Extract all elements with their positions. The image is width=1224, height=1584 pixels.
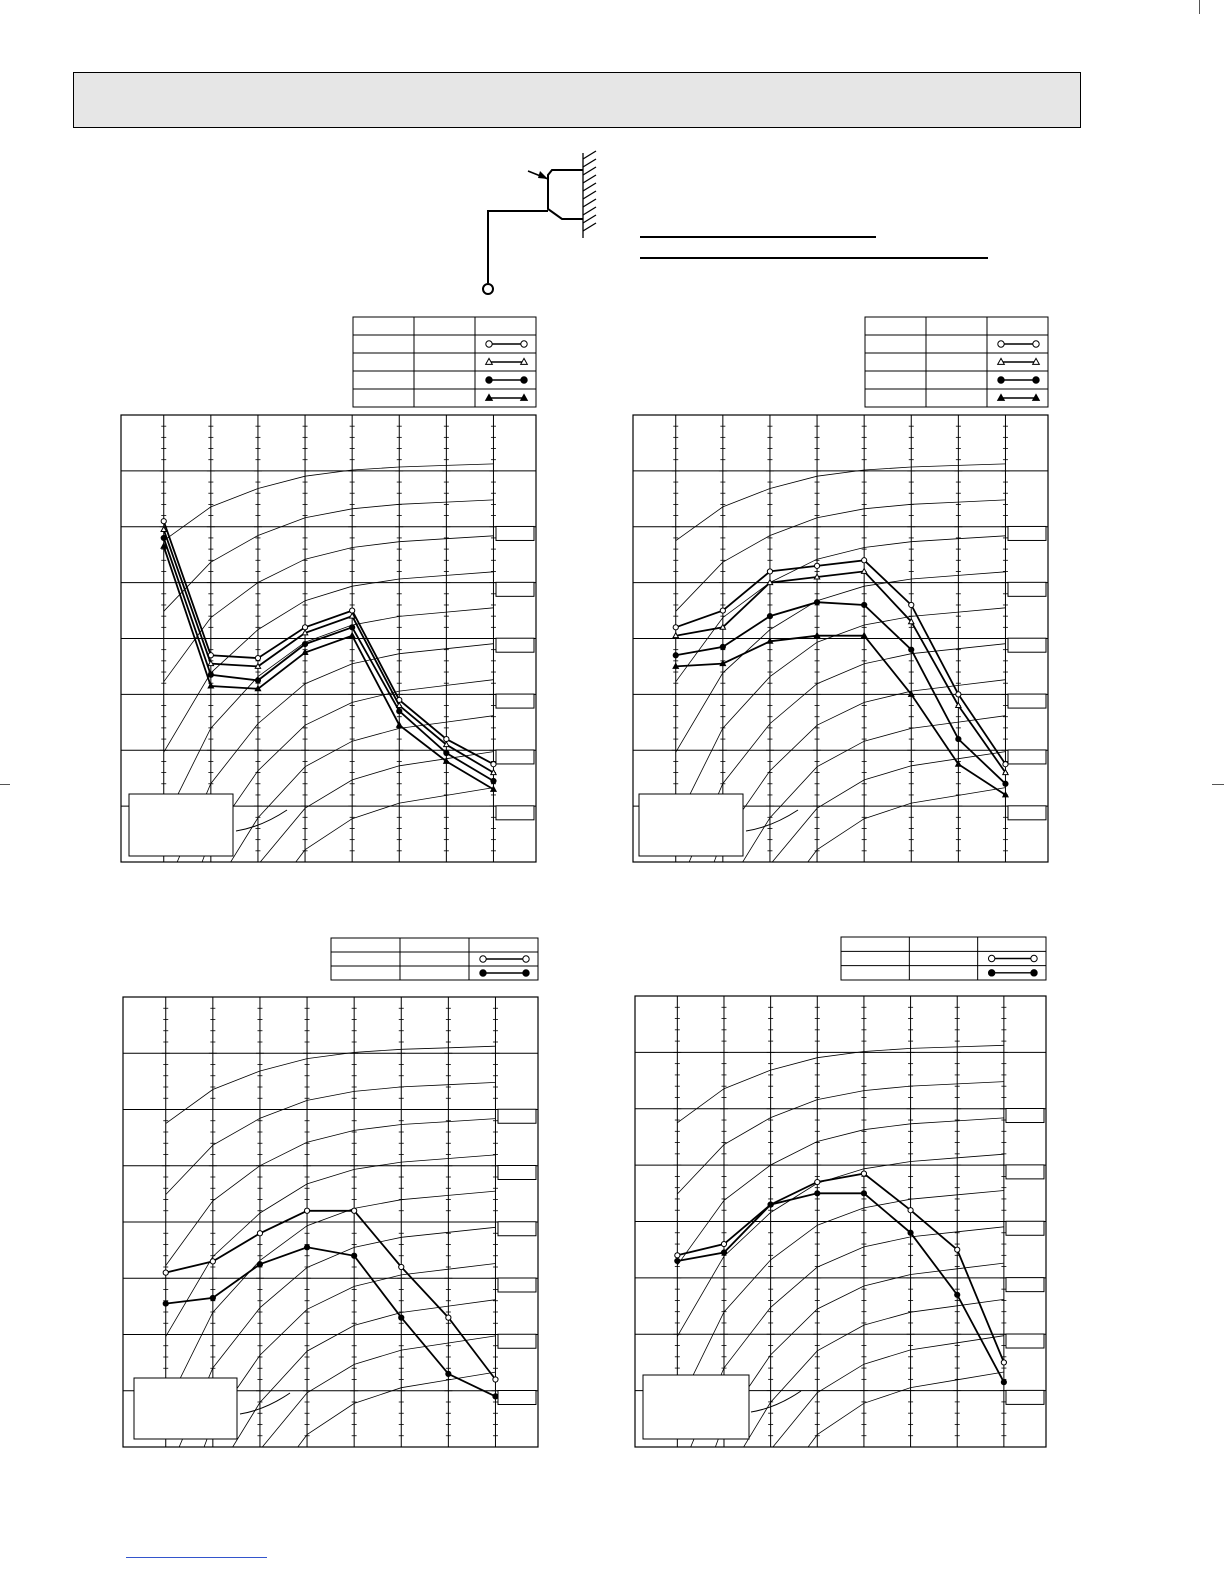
microphone-stand: [488, 211, 548, 283]
data-point-marker: [446, 1315, 451, 1320]
data-point-marker: [210, 1259, 215, 1264]
data-point-marker: [399, 1264, 404, 1269]
noise-chart-3: [114, 930, 546, 1455]
data-point-marker: [814, 600, 819, 605]
data-point-marker: [768, 1202, 773, 1207]
data-point-marker: [304, 1208, 309, 1213]
nc-label-box: [1008, 750, 1046, 764]
nc-label-box: [496, 638, 534, 652]
data-point-marker: [397, 709, 402, 714]
nc-label-box: [1008, 582, 1046, 596]
plot-area: [123, 997, 538, 1455]
nc-label-box: [496, 526, 534, 540]
data-point-marker: [161, 535, 166, 540]
data-point-marker: [255, 678, 260, 683]
data-point-marker: [815, 1191, 820, 1196]
legend-swatch-marker-icon: [486, 377, 492, 383]
nc-label-box: [498, 1391, 536, 1405]
legend-swatch-marker-icon: [523, 970, 529, 976]
legend-swatch-marker-icon: [988, 970, 994, 976]
data-point-marker: [862, 558, 867, 563]
nc-label-box: [496, 806, 534, 820]
nc-label-box: [496, 694, 534, 708]
noise-chart-4: [627, 930, 1059, 1455]
crop-mark-top-right: [1199, 0, 1200, 14]
data-point-marker: [491, 762, 496, 767]
nc-label-box: [498, 1278, 536, 1292]
data-point-marker: [673, 625, 678, 630]
data-point-marker: [304, 1245, 309, 1250]
data-point-marker: [721, 1250, 726, 1255]
data-point-marker: [767, 569, 772, 574]
legend-swatch-marker-icon: [480, 956, 486, 962]
data-point-marker: [255, 655, 260, 660]
data-point-marker: [399, 1315, 404, 1320]
data-point-marker: [493, 1394, 498, 1399]
legend-swatch-marker-icon: [521, 377, 527, 383]
nc-label-box: [496, 750, 534, 764]
microphone-icon: [483, 284, 493, 294]
nc-label-box: [1008, 638, 1046, 652]
crop-mark-left: [0, 784, 10, 785]
measurement-setup-diagram: [470, 145, 1010, 300]
indoor-unit-outline: [548, 170, 583, 219]
legend-swatch-marker-icon: [1033, 341, 1039, 347]
legend-swatch-marker-icon: [1033, 377, 1039, 383]
data-point-marker: [257, 1262, 262, 1267]
data-point-marker: [675, 1258, 680, 1263]
note-box: [643, 1375, 749, 1439]
legend: [841, 937, 1046, 980]
noise-chart-1: [112, 310, 544, 870]
data-point-marker: [257, 1231, 262, 1236]
plot-area: [121, 415, 536, 870]
data-point-marker: [861, 1191, 866, 1196]
data-point-marker: [815, 1179, 820, 1184]
note-box: [639, 794, 743, 856]
nc-label-box: [1008, 694, 1046, 708]
data-point-marker: [767, 614, 772, 619]
plot-area: [635, 996, 1046, 1455]
wall-hatch: [583, 151, 596, 238]
legend-swatch-marker-icon: [1031, 970, 1037, 976]
data-point-marker: [1001, 1380, 1006, 1385]
legend: [353, 317, 536, 407]
nc-label-box: [1006, 1221, 1044, 1235]
legend-swatch-marker-icon: [486, 341, 492, 347]
nc-label-box: [1006, 1109, 1044, 1123]
data-point-marker: [814, 563, 819, 568]
legend-swatch-marker-icon: [998, 377, 1004, 383]
data-point-marker: [673, 653, 678, 658]
data-point-marker: [721, 1241, 726, 1246]
data-point-marker: [956, 736, 961, 741]
data-point-marker: [720, 644, 725, 649]
nc-label-box: [1008, 526, 1046, 540]
nc-label-box: [1006, 1390, 1044, 1404]
noise-chart-2: [624, 310, 1056, 870]
data-point-marker: [908, 1230, 913, 1235]
data-point-marker: [493, 1377, 498, 1382]
header-band: [73, 72, 1081, 128]
data-point-marker: [720, 608, 725, 613]
data-point-marker: [352, 1208, 357, 1213]
data-point-marker: [210, 1295, 215, 1300]
plot-area: [633, 415, 1048, 870]
legend-swatch-marker-icon: [1031, 955, 1037, 961]
nc-label-box: [1006, 1165, 1044, 1179]
crop-mark-right: [1212, 784, 1224, 785]
data-point-marker: [491, 778, 496, 783]
footer-link-underline[interactable]: [126, 1557, 267, 1558]
nc-label-box: [1008, 806, 1046, 820]
legend-swatch-marker-icon: [988, 955, 994, 961]
legend-swatch-marker-icon: [998, 341, 1004, 347]
data-point-marker: [909, 602, 914, 607]
data-point-marker: [861, 1171, 866, 1176]
nc-label-box: [498, 1166, 536, 1180]
data-point-marker: [675, 1253, 680, 1258]
data-point-marker: [955, 1247, 960, 1252]
nc-label-box: [498, 1334, 536, 1348]
data-point-marker: [955, 1292, 960, 1297]
data-point-marker: [956, 692, 961, 697]
legend-swatch-marker-icon: [523, 956, 529, 962]
note-box: [134, 1378, 237, 1439]
data-point-marker: [1003, 781, 1008, 786]
data-point-marker: [352, 1253, 357, 1258]
data-point-marker: [161, 519, 166, 524]
data-point-marker: [908, 1208, 913, 1213]
nc-label-box: [498, 1222, 536, 1236]
nc-label-box: [1006, 1334, 1044, 1348]
legend: [865, 317, 1048, 407]
legend-swatch-marker-icon: [480, 970, 486, 976]
data-point-marker: [444, 750, 449, 755]
data-point-marker: [208, 672, 213, 677]
data-point-marker: [1001, 1360, 1006, 1365]
nc-label-box: [496, 582, 534, 596]
note-box: [129, 794, 233, 856]
data-point-marker: [446, 1371, 451, 1376]
data-point-marker: [862, 602, 867, 607]
data-point-marker: [163, 1301, 168, 1306]
legend: [331, 938, 538, 980]
data-point-marker: [1003, 762, 1008, 767]
nc-label-box: [498, 1109, 536, 1123]
data-point-marker: [909, 647, 914, 652]
nc-label-box: [1006, 1278, 1044, 1292]
data-point-marker: [163, 1270, 168, 1275]
legend-swatch-marker-icon: [521, 341, 527, 347]
data-point-marker: [350, 625, 355, 630]
data-point-marker: [302, 641, 307, 646]
